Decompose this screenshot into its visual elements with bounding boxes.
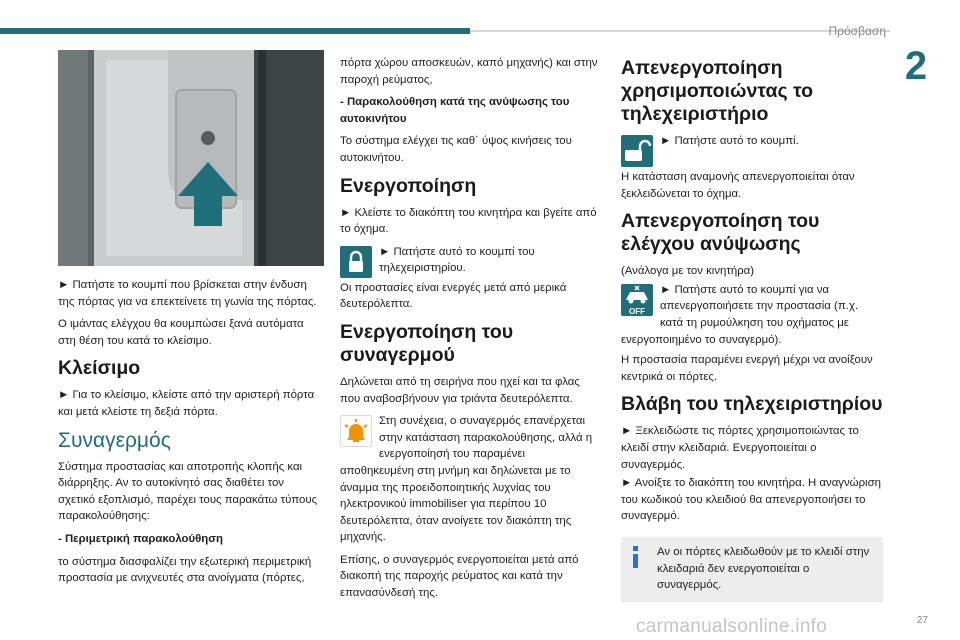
door-panel-photo [58, 50, 324, 266]
info-text: Αν οι πόρτες κλειδωθούν με το κλειδί στην κλειδαριά δεν ενεργοποιείται ο συναγερμός. [657, 545, 870, 592]
unlock-icon [621, 135, 653, 167]
paragraph: πόρτα χώρου αποσκευών, καπό μηχανής) και στην παροχή ρεύματος, [340, 57, 598, 86]
alarm-warning-icon [340, 415, 372, 447]
heading-locking: Κλείσιμο [58, 357, 141, 380]
header-accent-bar [0, 28, 470, 34]
subheading-perimeter: - Περιμετρική παρακολούθηση [58, 532, 223, 545]
paragraph: το σύστημα διασφαλίζει την εξωτερική περιμετρική προστασία με ανιχνευτές στα ανοίγματα (πόρτες, [58, 555, 312, 585]
paragraph: Οι προστασίες είναι ενεργές μετά από μερικά δευτερόλεπτα. [340, 281, 567, 311]
heading-deactivate-tilt: Απενεργοποίηση του ελέγχου ανύψωσης [621, 210, 820, 256]
column-right [621, 55, 883, 602]
page-number: 27 [916, 615, 928, 626]
instruction-with-icon [621, 282, 883, 348]
paragraph: Δηλώνεται από τη σειρήνα που ηχεί και τα φλας που αναβοσβήνουν για τριάντα δευτερόλεπτα. [340, 375, 580, 405]
paragraph: Επίσης, ο συναγερμός ενεργοποιείται μετά από διακοπή της παροχής ρεύματος και κατά την επανασύνδεσή της. [340, 553, 579, 600]
header-divider [470, 30, 890, 32]
section-title: Πρόσβαση [828, 24, 886, 38]
paragraph: ► Ανοίξτε το διακόπτη του κινητήρα. Η αναγνώριση του κωδικού του κλειδιού θα απενεργοποιήσει το συναγερμό. [621, 477, 881, 523]
heading-alarm-triggered: Ενεργοποίηση του συναγερμού [340, 320, 514, 366]
door-illustration [58, 50, 324, 266]
paragraph: ► Πατήστε το κουμπί που βρίσκεται στην ένδυση της πόρτας για να επεκτείνετε τη γωνία της πόρτας. [58, 279, 317, 308]
heading-activation: Ενεργοποίηση [340, 174, 477, 197]
paragraph: ► Κλείστε το διακόπτη του κινητήρα και βγείτε από το όχημα. [340, 206, 597, 236]
lock-icon [340, 246, 372, 278]
paragraph: ► Για το κλείσιμο, κλείστε από την αριστερή πόρτα και μετά κλείστε τη δεξιά πόρτα. [58, 389, 315, 418]
heading-deactivate-remote: Απενεργοποίηση χρησιμοποιώντας το τηλεχειριστήριο [621, 57, 814, 125]
chapter-number: 2 [904, 44, 928, 88]
instruction-with-icon [340, 244, 602, 280]
subheading-tilt: - Παρακολούθηση κατά της ανύψωσης του αυτοκινήτου [340, 96, 570, 125]
tilt-off-icon [621, 284, 653, 316]
info-icon [633, 546, 638, 568]
paragraph: Η προστασία παραμένει ενεργή μέχρι να ανοίξουν κεντρικά οι πόρτες. [621, 354, 873, 383]
off-label: OFF [629, 306, 645, 316]
watermark: carmanualsonline.info [636, 616, 828, 637]
column-left [58, 277, 324, 593]
paragraph: ► Πατήστε αυτό το κουμπί του τηλεχειριστηρίου. [379, 245, 535, 275]
paragraph: ► Ξεκλειδώστε τις πόρτες χρησιμοποιώντας το κλειδί στην κλειδαριά. Ενεργοποιείται ο συναγερμός. [621, 425, 859, 471]
paragraph: ► Πατήστε αυτό το κουμπί. [660, 135, 799, 147]
paragraph: Το σύστημα ελέγχει τις καθ΄ ύψος κινήσεις του αυτοκινήτου. [340, 135, 572, 164]
paragraph: Σύστημα προστασίας και αποτροπής κλοπής και διάρρηξης. Αν το αυτοκίνητό σας διαθέτει τον σχετικό εξοπλισμό, παρέχει τους παρακάτω τύπους παρακολούθησης: [58, 460, 318, 523]
column-middle [340, 55, 602, 608]
paragraph: ► Πατήστε αυτό το κουμπί για να απενεργοποιήσετε την προστασία (π.χ. κατά τη ρυμούλκηση του οχήματος με ενεργοποιημένο το συναγερμό). [621, 283, 858, 346]
paragraph: Ο ιμάντας ελέγχου θα κουμπώσει ξανά αυτόματα στη θέση του κατά το κλείσιμο. [58, 318, 304, 347]
info-box [621, 537, 883, 602]
paragraph: Στη συνέχεια, ο συναγερμός επανέρχεται στην κατάσταση παρακολούθησης, αλλά η ενεργοποίησή του παραμένει αποθηκευμένη στη μνήμη και δηλώνεται με το άναμμα της προειδοποιητικής λυχνίας του ηλεκτρονικού immobiliser για περίπου 10 δευτερόλεπτα, όταν ανοίγετε τον διακόπτη της μηχανής. [340, 415, 593, 544]
paragraph: (Ανάλογα με τον κινητήρα) [621, 265, 755, 278]
heading-alarm: Συναγερμός [58, 428, 171, 452]
instruction-with-icon [340, 413, 602, 546]
heading-remote-fault: Βλάβη του τηλεχειριστηρίου [621, 393, 883, 416]
instruction-with-icon [621, 133, 883, 169]
paragraph: Η κατάσταση αναμονής απενεργοποιείται όταν ξεκλειδώνεται το όχημα. [621, 171, 855, 200]
